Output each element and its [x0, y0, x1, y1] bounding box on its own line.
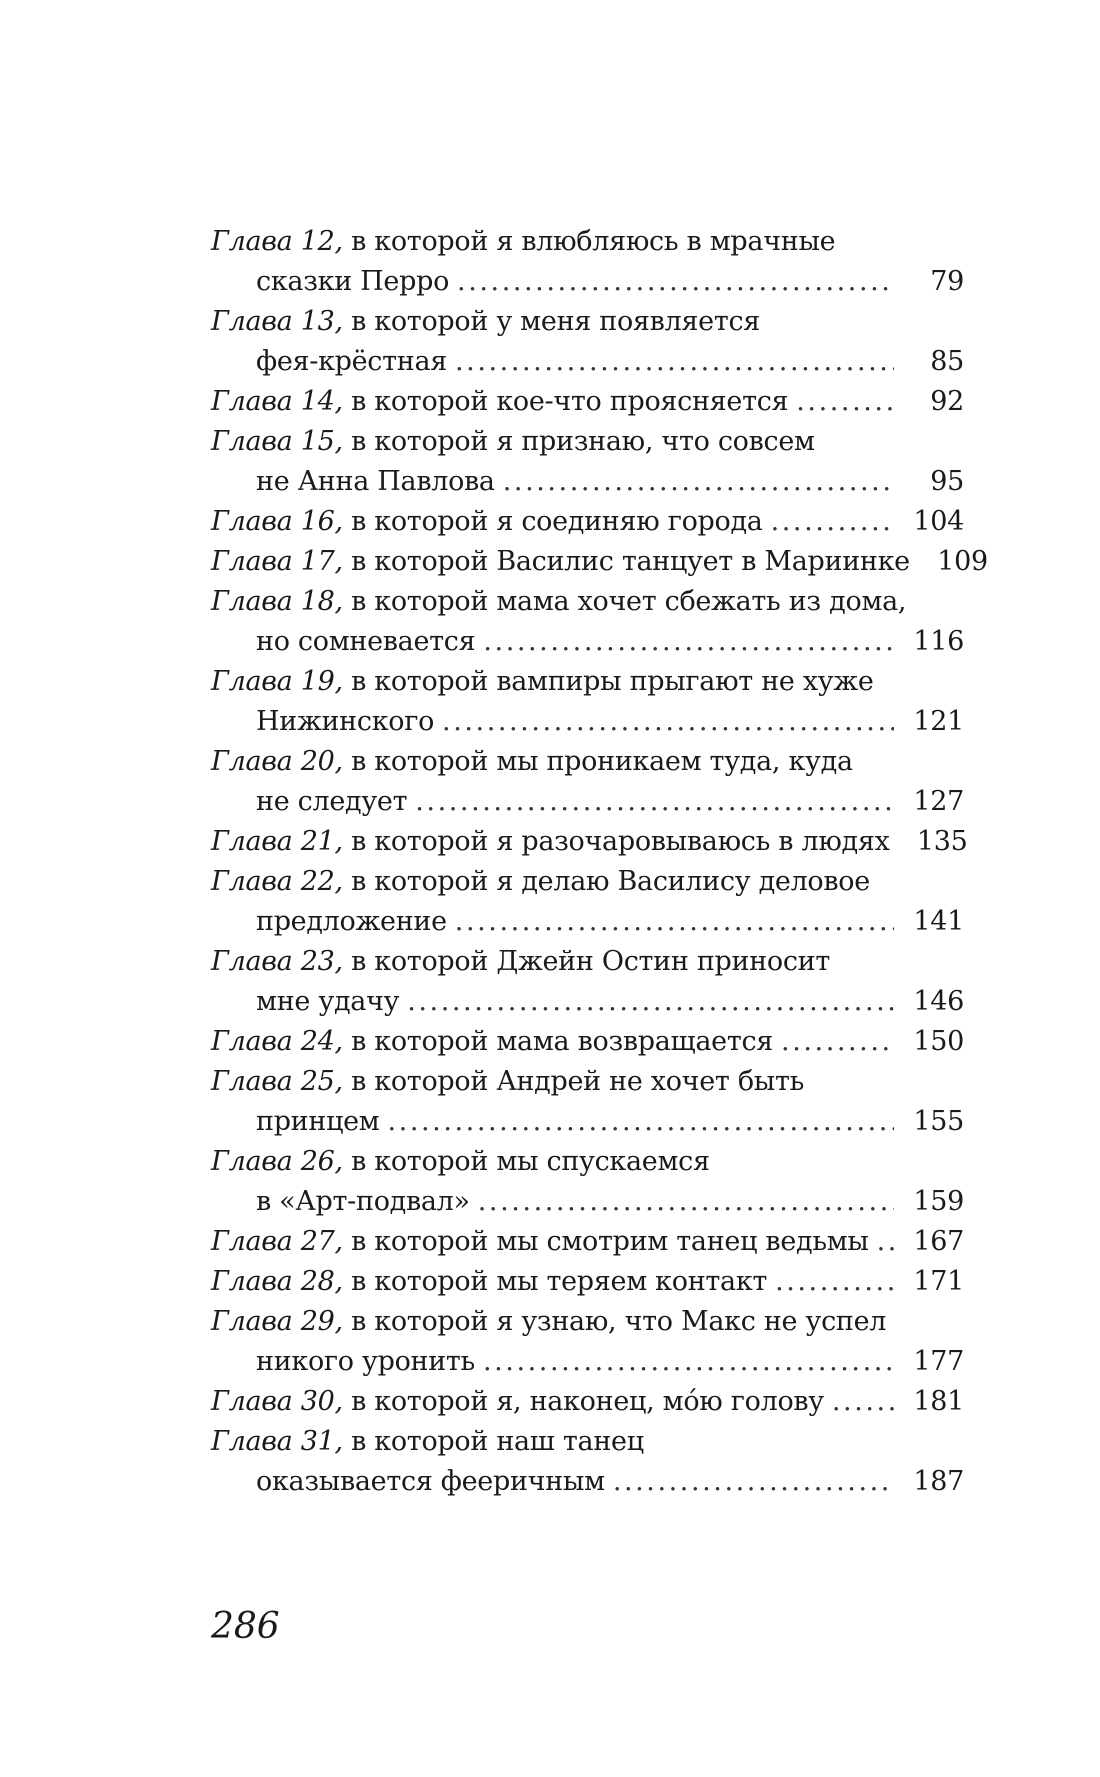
chapter-label: Глава 22,: [211, 866, 343, 897]
chapter-title: в которой мы проникаем туда, куда: [342, 746, 853, 777]
chapter-label: Глава 14,: [211, 386, 343, 417]
page-ref: 135: [916, 826, 968, 857]
chapter-title: в которой Василис танцует в Мариинке: [342, 546, 910, 577]
chapter-title-cont: в «Арт-подвал»: [256, 1186, 470, 1217]
chapter-title: в которой кое-что проясняется: [342, 386, 789, 417]
table-of-contents: [211, 222, 988, 1502]
page-number: 286: [211, 1606, 280, 1647]
toc-entry: [211, 862, 964, 942]
toc-entry: [211, 222, 964, 302]
chapter-title-cont: фея-крёстная: [256, 346, 447, 377]
chapter-title: в которой я соединяю города: [342, 506, 763, 537]
chapter-title: в которой мама хочет сбежать из дома,: [342, 586, 907, 617]
chapter-label: Глава 18,: [211, 586, 343, 617]
chapter-label: Глава 20,: [211, 746, 343, 777]
page-ref: 171: [913, 1266, 964, 1297]
chapter-label: Глава 21,: [211, 826, 343, 857]
page-ref: 187: [913, 1466, 964, 1497]
page-ref: 116: [913, 626, 964, 657]
chapter-title: в которой я влюбляюсь в мрачные: [342, 226, 836, 257]
chapter-title: в которой я признаю, что совсем: [342, 426, 815, 457]
page-ref: 92: [930, 386, 964, 417]
page-ref: 79: [930, 266, 964, 297]
page-ref: 155: [913, 1106, 964, 1137]
chapter-label: Глава 26,: [211, 1146, 343, 1177]
toc-entry: [211, 1142, 964, 1222]
chapter-title-cont: Нижинского: [256, 706, 435, 737]
dot-leader: [415, 782, 894, 822]
page-ref: 177: [913, 1346, 964, 1377]
dot-leader: [832, 1382, 894, 1422]
page-ref: 109: [937, 546, 988, 577]
toc-entry: [211, 422, 964, 502]
page-ref: 85: [930, 346, 964, 377]
toc-entry: [211, 382, 964, 422]
chapter-title-cont: предложение: [256, 906, 447, 937]
dot-leader: [483, 1342, 894, 1382]
page-ref: 150: [913, 1026, 964, 1057]
dot-leader: [478, 1182, 894, 1222]
chapter-label: Глава 29,: [211, 1306, 343, 1337]
dot-leader: [775, 1262, 894, 1302]
page-ref: 127: [913, 786, 964, 817]
chapter-label: Глава 31,: [211, 1426, 343, 1457]
chapter-label: Глава 17,: [211, 546, 343, 577]
toc-entry: [211, 1262, 964, 1302]
chapter-title-cont: не Анна Павлова: [256, 466, 495, 497]
dot-leader: [442, 702, 894, 742]
toc-entry: [211, 942, 964, 1022]
chapter-title: в которой вампиры прыгают не хуже: [342, 666, 874, 697]
chapter-title-cont: не следует: [256, 786, 408, 817]
chapter-label: Глава 25,: [211, 1066, 343, 1097]
toc-entry: [211, 1062, 964, 1142]
chapter-title: в которой мама возвращается: [342, 1026, 774, 1057]
chapter-label: Глава 24,: [211, 1026, 343, 1057]
dot-leader: [503, 462, 894, 502]
toc-entry: [211, 302, 964, 382]
dot-leader: [455, 902, 894, 942]
chapter-title-cont: никого уронить: [256, 1346, 475, 1377]
chapter-title: в которой я разочаровываюсь в людях: [342, 826, 890, 857]
chapter-title: в которой я узнаю, что Макс не успел: [342, 1306, 887, 1337]
toc-entry: [211, 502, 964, 542]
dot-leader: [771, 502, 894, 542]
dot-leader: [407, 982, 894, 1022]
chapter-title: в которой я делаю Василису деловое: [342, 866, 870, 897]
chapter-title-cont: мне удачу: [256, 986, 400, 1017]
chapter-title: в которой мы смотрим танец ведьмы: [342, 1226, 869, 1257]
dot-leader: [877, 1222, 894, 1262]
toc-entry: [211, 662, 964, 742]
dot-leader: [388, 1102, 894, 1142]
page-ref: 146: [913, 986, 964, 1017]
page-ref: 121: [913, 706, 964, 737]
chapter-title: в которой у меня появляется: [342, 306, 761, 337]
chapter-title-cont: но сомневается: [256, 626, 476, 657]
chapter-label: Глава 13,: [211, 306, 343, 337]
dot-leader: [796, 382, 894, 422]
chapter-title: в которой Джейн Остин приносит: [342, 946, 831, 977]
toc-entry: [211, 542, 988, 582]
toc-entry: [211, 1022, 964, 1062]
page-ref: 95: [930, 466, 964, 497]
dot-leader: [457, 262, 894, 302]
chapter-title: в которой наш танец: [342, 1426, 644, 1457]
page-ref: 104: [913, 506, 964, 537]
dot-leader: [781, 1022, 894, 1062]
toc-entry: [211, 1222, 964, 1262]
chapter-title-cont: сказки Перро: [256, 266, 450, 297]
dot-leader: [483, 622, 894, 662]
chapter-title-cont: принцем: [256, 1106, 380, 1137]
page-ref: 159: [913, 1186, 964, 1217]
chapter-title: в которой мы теряем контакт: [342, 1266, 768, 1297]
dot-leader: [455, 342, 894, 382]
chapter-label: Глава 16,: [211, 506, 343, 537]
chapter-label: Глава 19,: [211, 666, 343, 697]
chapter-title: в которой Андрей не хочет быть: [342, 1066, 804, 1097]
dot-leader: [613, 1462, 894, 1502]
chapter-title: в которой я, наконец, мóю голову: [342, 1386, 824, 1417]
toc-entry: [211, 822, 968, 862]
chapter-label: Глава 30,: [211, 1386, 343, 1417]
chapter-label: Глава 23,: [211, 946, 343, 977]
chapter-title-cont: оказывается фееричным: [256, 1466, 605, 1497]
chapter-title: в которой мы спускаемся: [342, 1146, 710, 1177]
chapter-label: Глава 12,: [211, 226, 343, 257]
page-ref: 167: [913, 1226, 964, 1257]
chapter-label: Глава 27,: [211, 1226, 343, 1257]
toc-entry: [211, 1302, 964, 1382]
toc-entry: [211, 1422, 964, 1502]
toc-entry: [211, 742, 964, 822]
toc-entry: [211, 582, 964, 662]
chapter-label: Глава 15,: [211, 426, 343, 457]
toc-entry: [211, 1382, 964, 1422]
page-ref: 141: [913, 906, 964, 937]
page-ref: 181: [913, 1386, 964, 1417]
chapter-label: Глава 28,: [211, 1266, 343, 1297]
